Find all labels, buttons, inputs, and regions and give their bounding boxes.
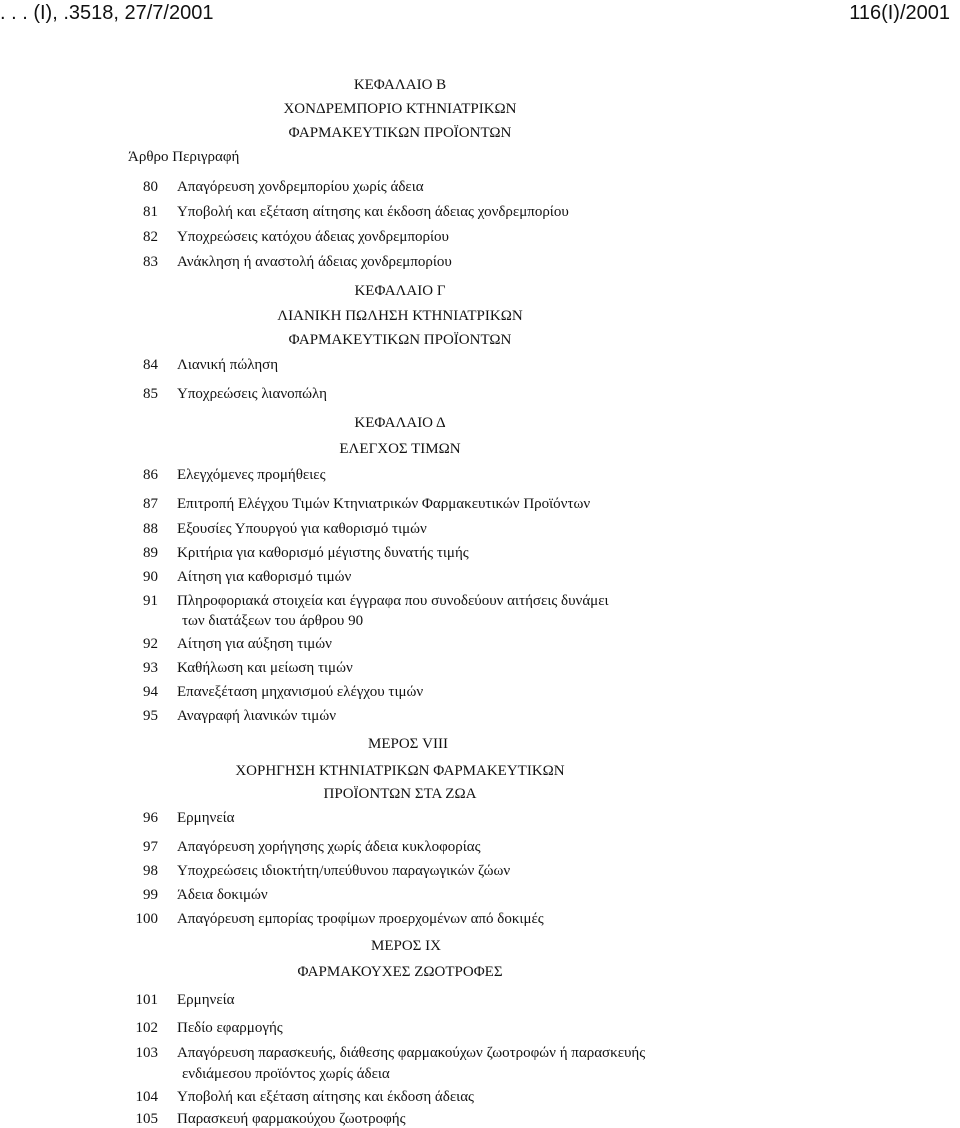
article-number: 80 — [143, 179, 158, 195]
article-title: Πληροφοριακά στοιχεία και έγγραφα που συνοδεύουν αιτήσεις δυνάμει — [177, 593, 609, 609]
article-number: 89 — [143, 545, 158, 561]
article-number: 90 — [143, 569, 158, 585]
article-title: Απαγόρευση παρασκευής, διάθεσης φαρμακούχων ζωοτροφών ή παρασκευής — [177, 1045, 646, 1061]
article-number: 94 — [143, 684, 158, 700]
article-title: Παρασκευή φαρμακούχου ζωοτροφής — [177, 1111, 406, 1127]
chapter-b-title: ΚΕΦΑΛΑΙΟ Β — [353, 77, 447, 93]
article-title: Αίτηση για αύξηση τιμών — [177, 636, 332, 652]
header-law-number: 116(Ι)/2001 — [849, 2, 950, 24]
article-title: Ερμηνεία — [177, 810, 235, 826]
article-number: 95 — [143, 708, 158, 724]
article-number: 103 — [135, 1045, 158, 1061]
chapter-d-heading-line1: ΕΛΕΓΧΟΣ ΤΙΜΩΝ — [339, 441, 461, 457]
part-8-heading-line1: ΧΟΡΗΓΗΣΗ ΚΤΗΝΙΑΤΡΙΚΩΝ ΦΑΡΜΑΚΕΥΤΙΚΩΝ — [235, 763, 565, 779]
article-title: Απαγόρευση χορήγησης χωρίς άδεια κυκλοφορίας — [177, 839, 481, 855]
article-number: 81 — [143, 204, 158, 220]
article-title: Πεδίο εφαρμογής — [177, 1020, 283, 1036]
article-number: 87 — [143, 496, 158, 512]
article-number: 101 — [135, 992, 158, 1008]
article-title: Αναγραφή λιανικών τιμών — [177, 708, 336, 724]
article-number: 96 — [143, 810, 158, 826]
part-8-title: ΜΕΡΟΣ VIII — [368, 736, 448, 752]
chapter-g-heading-line2: ΦΑΡΜΑΚΕΥΤΙΚΩΝ ΠΡΟΪΟΝΤΩΝ — [288, 332, 512, 348]
article-number: 105 — [135, 1111, 158, 1127]
column-headers: Άρθρο Περιγραφή — [128, 149, 240, 165]
article-title-continuation: των διατάξεων του άρθρου 90 — [182, 613, 364, 629]
chapter-g-title: ΚΕΦΑΛΑΙΟ Γ — [354, 283, 446, 299]
article-title: Καθήλωση και μείωση τιμών — [177, 660, 353, 676]
article-number: 91 — [143, 593, 158, 609]
article-title: Κριτήρια για καθορισμό μέγιστης δυνατής τιμής — [177, 545, 469, 561]
chapter-d-title: ΚΕΦΑΛΑΙΟ Δ — [354, 415, 446, 431]
chapter-g-heading-line1: ΛΙΑΝΙΚΗ ΠΩΛΗΣΗ ΚΤΗΝΙΑΤΡΙΚΩΝ — [277, 308, 523, 324]
article-title: Υποχρεώσεις λιανοπώλη — [177, 386, 328, 402]
article-number: 84 — [143, 357, 158, 373]
article-title: Επιτροπή Ελέγχου Τιμών Κτηνιατρικών Φαρμακευτικών Προϊόντων — [177, 496, 591, 512]
part-9-heading-line1: ΦΑΡΜΑΚΟΥΧΕΣ ΖΩΟΤΡΟΦΕΣ — [297, 964, 503, 980]
article-title: Λιανική πώληση — [177, 357, 279, 373]
article-number: 92 — [143, 636, 158, 652]
article-title: Επανεξέταση μηχανισμού ελέγχου τιμών — [177, 684, 424, 700]
article-number: 83 — [143, 254, 158, 270]
article-title: Άδεια δοκιμών — [177, 887, 268, 903]
article-number: 93 — [143, 660, 158, 676]
article-title: Απαγόρευση χονδρεμπορίου χωρίς άδεια — [177, 179, 424, 195]
chapter-b-heading-line1: ΧΟΝΔΡΕΜΠΟΡΙΟ ΚΤΗΝΙΑΤΡΙΚΩΝ — [283, 101, 517, 117]
chapter-b-heading-line2: ΦΑΡΜΑΚΕΥΤΙΚΩΝ ΠΡΟΪΟΝΤΩΝ — [288, 125, 512, 141]
article-title: Απαγόρευση εμπορίας τροφίμων προερχομένων από δοκιμές — [177, 911, 544, 927]
part-9-title: ΜΕΡΟΣ IX — [371, 938, 441, 954]
article-number: 82 — [143, 229, 158, 245]
article-title: Ανάκληση ή αναστολή άδειας χονδρεμπορίου — [177, 254, 452, 270]
part-8-heading-line2: ΠΡΟΪΟΝΤΩΝ ΣΤΑ ΖΩΑ — [323, 786, 477, 802]
article-number: 86 — [143, 467, 158, 483]
article-number: 98 — [143, 863, 158, 879]
article-number: 102 — [135, 1020, 158, 1036]
article-number: 85 — [143, 386, 158, 402]
header-gazette-info: . . . (Ι), .3518, 27/7/2001 — [0, 2, 214, 24]
article-number: 100 — [135, 911, 158, 927]
article-title: Υποχρεώσεις ιδιοκτήτη/υπεύθυνου παραγωγικών ζώων — [177, 863, 511, 879]
article-title: Αίτηση για καθορισμό τιμών — [177, 569, 352, 585]
article-title: Ερμηνεία — [177, 992, 235, 1008]
article-title: Ελεγχόμενες προμήθειες — [177, 467, 326, 483]
article-number: 99 — [143, 887, 158, 903]
article-title: Υποβολή και εξέταση αίτησης και έκδοση άδειας χονδρεμπορίου — [177, 204, 569, 220]
article-title-continuation: ενδιάμεσου προϊόντος χωρίς άδεια — [182, 1066, 390, 1082]
article-number: 97 — [143, 839, 158, 855]
article-title: Εξουσίες Υπουργού για καθορισμό τιμών — [177, 521, 427, 537]
article-number: 104 — [135, 1089, 158, 1105]
article-title: Υποχρεώσεις κατόχου άδειας χονδρεμπορίου — [177, 229, 449, 245]
article-title: Υποβολή και εξέταση αίτησης και έκδοση άδειας — [177, 1089, 474, 1105]
article-number: 88 — [143, 521, 158, 537]
